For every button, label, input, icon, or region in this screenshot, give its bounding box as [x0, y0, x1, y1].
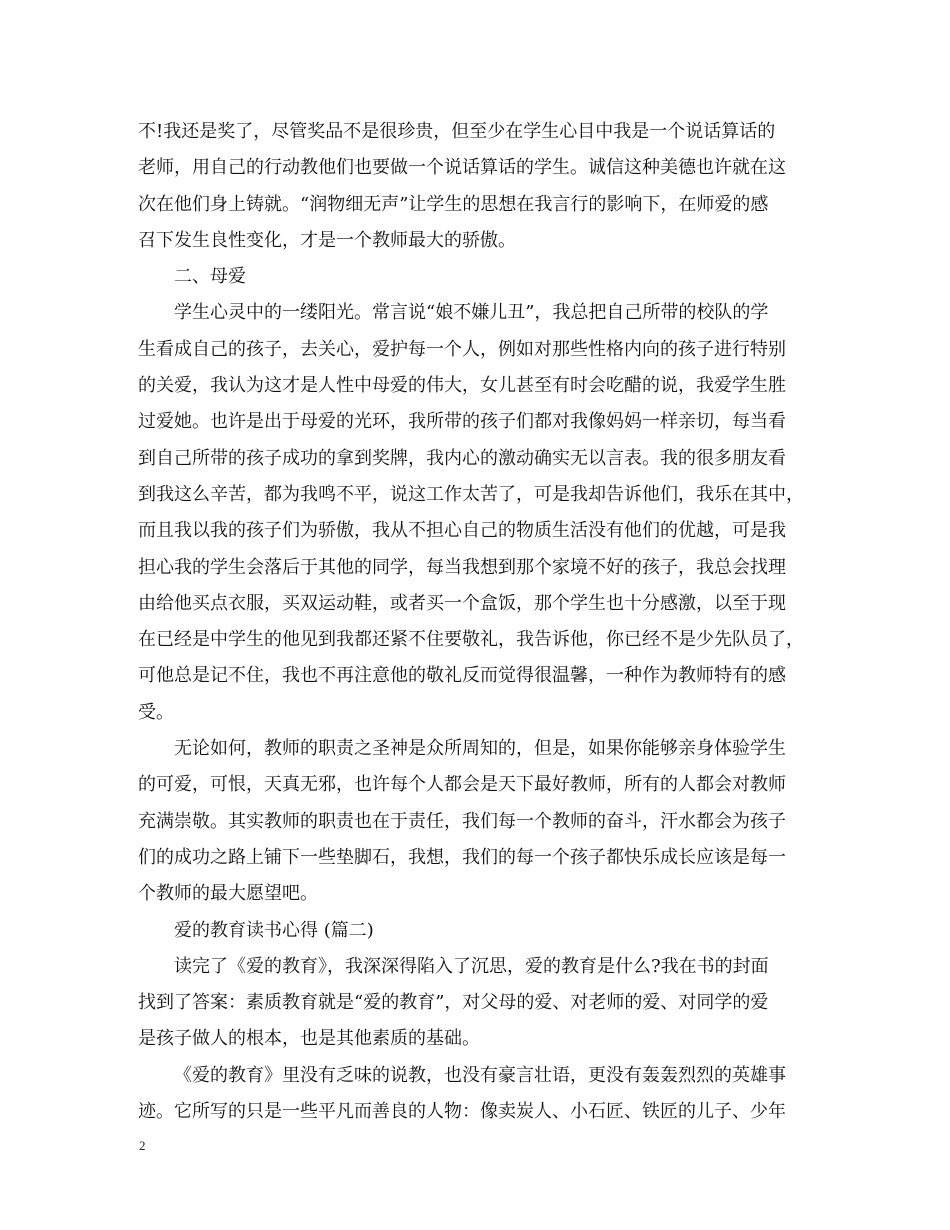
text-line: 次在他们身上铸就。“润物细无声”让学生的思想在我言行的影响下，在师爱的感	[138, 193, 769, 215]
body-text	[138, 114, 828, 1130]
text-line: 而且我以我的孩子们为骄傲，我从不担心自己的物质生活没有他们的优越，可是我	[138, 520, 786, 542]
text-line: 到我这么辛苦，都为我鸣不平，说这工作太苦了，可是我却告诉他们，我乐在其中，	[138, 483, 804, 505]
text-line: 的关爱，我认为这才是人性中母爱的伟大，女儿甚至有时会吃醋的说，我爱学生胜	[138, 375, 786, 397]
text-line: 的可爱，可恨，天真无邪，也许每个人都会是天下最好教师，所有的人都会对教师	[138, 774, 786, 796]
text-line: 老师，用自己的行动教他们也要做一个说话算话的学生。诚信这种美德也许就在这	[138, 157, 786, 179]
text-line: 生看成自己的孩子，去关心，爱护每一个人，例如对那些性格内向的孩子进行特别	[138, 338, 786, 360]
section-heading: 爱的教育读书心得 (篇二)	[174, 919, 374, 941]
text-line: 在已经是中学生的他见到我都还紧不住要敬礼，我告诉他，你已经不是少先队员了，	[138, 629, 804, 651]
page-number: 2	[139, 1138, 146, 1153]
text-line: 过爱她。也许是出于母爱的光环，我所带的孩子们都对我像妈妈一样亲切，每当看	[138, 411, 786, 433]
text-line: 读完了《爱的教育》，我深深得陷入了沉思，爱的教育是什么?我在书的封面	[174, 955, 769, 977]
text-line: 是孩子做人的根本，也是其他素质的基础。	[138, 1028, 480, 1050]
text-line: 找到了答案：素质教育就是“爱的教育”，对父母的爱、对老师的爱、对同学的爱	[138, 992, 769, 1014]
section-heading: 二、母爱	[174, 266, 246, 288]
text-line: 学生心灵中的一缕阳光。常言说“娘不嫌儿丑”，我总把自己所带的校队的学	[174, 302, 769, 324]
text-line: 个教师的最大愿望吧。	[138, 883, 318, 905]
text-line: 担心我的学生会落后于其他的同学，每当我想到那个家境不好的孩子，我总会找理	[138, 556, 786, 578]
text-line: 可他总是记不住，我也不再注意他的敬礼反而觉得很温馨，一种作为教师特有的感	[138, 665, 786, 687]
text-line: 到自己所带的孩子成功的拿到奖牌，我内心的激动确实无以言表。我的很多朋友看	[138, 447, 786, 469]
text-line: 无论如何，教师的职责之圣神是众所周知的，但是，如果你能够亲身体验学生	[174, 738, 786, 760]
text-line: 迹。它所写的只是一些平凡而善良的人物：像卖炭人、小石匠、铁匠的儿子、少年	[138, 1101, 786, 1123]
text-line: 由给他买点衣服，买双运动鞋，或者买一个盒饭，那个学生也十分感激，以至于现	[138, 592, 786, 614]
text-line: 充满崇敬。其实教师的职责也在于责任，我们每一个教师的奋斗，汗水都会为孩子	[138, 810, 786, 832]
text-line: 们的成功之路上铺下一些垫脚石，我想，我们的每一个孩子都快乐成长应该是每一	[138, 846, 786, 868]
text-line: 召下发生良性变化，才是一个教师最大的骄傲。	[138, 229, 516, 251]
text-line: 不!我还是奖了，尽管奖品不是很珍贵，但至少在学生心目中我是一个说话算话的	[138, 121, 776, 142]
text-line: 《爱的教育》里没有乏味的说教，也没有豪言壮语，更没有轰轰烈烈的英雄事	[174, 1064, 786, 1086]
text-line: 受。	[138, 701, 174, 723]
